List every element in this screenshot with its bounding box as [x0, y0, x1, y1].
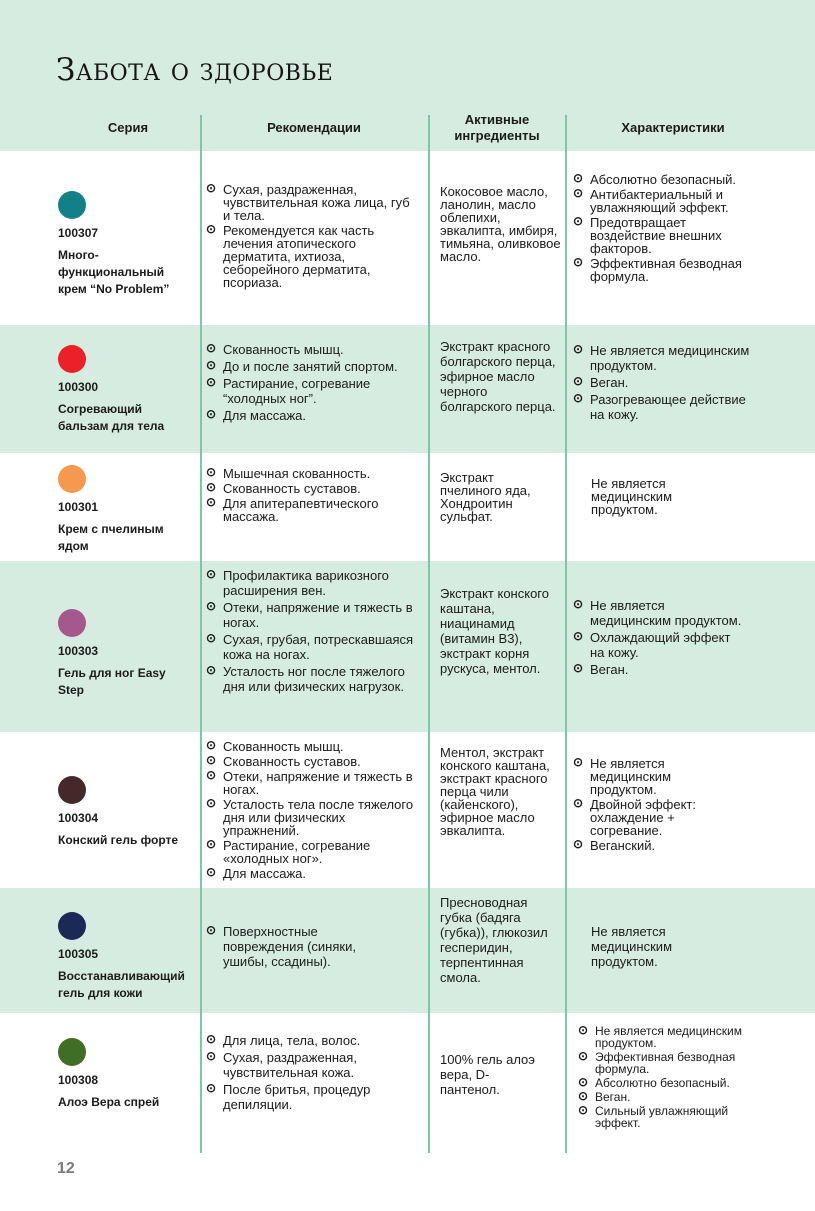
page-title: Забота о здоровье	[56, 52, 334, 88]
characteristic-item: ⊙ Абсолютно безопасный.	[573, 173, 753, 186]
color-dot	[58, 912, 86, 940]
column-header-recommendations: Рекомендации	[267, 120, 361, 136]
characteristics-cell	[573, 757, 723, 854]
characteristic-item: ⊙ Эффективная безводная формула.	[578, 1051, 768, 1075]
series-cell	[58, 609, 190, 699]
series-cell	[58, 912, 198, 1002]
product-name: Согревающий бальзам для тела	[58, 402, 165, 433]
characteristic-item: ⊙ Эффективная безводная формула.	[573, 257, 753, 283]
characteristic-item: ⊙ Разогревающее действие на кожу.	[573, 392, 753, 422]
product-name: Гель для ног Easy Step	[58, 666, 166, 697]
color-dot	[58, 609, 86, 637]
recommendations-cell	[206, 568, 418, 696]
recommendations-cell	[206, 183, 418, 291]
recommendation-item: ⊙ Скованность суставов.	[206, 482, 418, 495]
characteristic-item: ⊙ Предотвращает воздействие внешних факторов.	[573, 216, 753, 255]
product-row	[0, 1013, 815, 1153]
product-code: 100305	[58, 947, 99, 961]
recommendation-item: ⊙ После бритья, процедур депиляции.	[206, 1082, 404, 1112]
recommendations-cell	[206, 1033, 404, 1114]
characteristic-item: ⊙ Веган.	[578, 1091, 768, 1103]
recommendation-item: ⊙ Для лица, тела, волос.	[206, 1033, 404, 1048]
color-dot	[58, 776, 86, 804]
characteristic-item: ⊙ Антибактериальный и увлажняющий эффект.	[573, 188, 753, 214]
product-name: Восстанавливающий гель для кожи	[58, 969, 185, 1000]
ingredients-cell: Ментол, экстракт конского каштана, экстракт красного перца чили (кайенского), эфирное масло эвкалипта.	[440, 745, 550, 838]
characteristics-cell: Не является медицинским продуктом.	[591, 924, 673, 969]
recommendation-item: ⊙ Для массажа.	[206, 867, 418, 880]
ingredients-cell: Экстракт красного болгарского перца, эфирное масло черного болгарского перца.	[440, 339, 556, 414]
characteristic-item: ⊙ Не является медицинским продуктом.	[573, 757, 723, 796]
series-cell	[58, 345, 190, 435]
product-row	[0, 453, 815, 561]
product-row	[0, 325, 815, 453]
characteristics-cell	[573, 173, 753, 285]
product-code: 100303	[58, 644, 99, 658]
color-dot	[58, 1038, 86, 1066]
column-divider	[428, 115, 430, 1153]
recommendation-item: ⊙ Скованность мышц.	[206, 740, 418, 753]
product-name: Алоэ Вера спрей	[58, 1095, 160, 1109]
recommendation-item: ⊙ До и после занятий спортом.	[206, 359, 418, 374]
characteristic-item: ⊙ Сильный увлажняющий эффект.	[578, 1105, 768, 1129]
recommendation-item: ⊙ Сухая, грубая, потрескавшаяся кожа на ногах.	[206, 632, 418, 662]
characteristic-item: ⊙ Веган.	[573, 375, 753, 390]
characteristic-item: ⊙ Не является медицинским продуктом.	[573, 598, 743, 628]
recommendation-item: ⊙ Скованность суставов.	[206, 755, 418, 768]
recommendations-cell	[206, 740, 418, 882]
ingredients-cell: Экстракт конского каштана, ниацинамид (витамин B3), экстракт корня рускуса, ментол.	[440, 586, 549, 676]
characteristic-item: ⊙ Двойной эффект: охлаждение + согревание.	[573, 798, 723, 837]
characteristics-cell	[578, 1025, 768, 1131]
recommendations-cell	[206, 924, 386, 971]
product-row	[0, 151, 815, 325]
product-name: Конский гель форте	[58, 833, 179, 847]
recommendation-item: ⊙ Растирание, согревание “холодных ног”.	[206, 376, 418, 406]
series-cell	[58, 191, 190, 298]
characteristics-cell	[573, 343, 753, 424]
characteristic-item: ⊙ Веганский.	[573, 839, 723, 852]
product-code: 100308	[58, 1073, 99, 1087]
product-row	[0, 888, 815, 1013]
ingredients-cell: 100% гель алоэ вера, D-пантенол.	[440, 1052, 535, 1097]
recommendation-item: ⊙ Мышечная скованность.	[206, 467, 418, 480]
recommendation-item: ⊙ Рекомендуется как часть лечения атопического дерматита, ихтиоза, себорейного дерматита, псориаза.	[206, 224, 418, 289]
color-dot	[58, 345, 86, 373]
column-header-series: Серия	[107, 120, 149, 136]
characteristics-cell	[573, 598, 743, 679]
recommendation-item: ⊙ Сухая, раздраженная, чувствительная кожа.	[206, 1050, 404, 1080]
column-header-characteristics: Характеристики	[621, 120, 725, 136]
recommendation-item: ⊙ Скованность мышц.	[206, 342, 418, 357]
characteristic-item: ⊙ Не является медицинским продуктом.	[578, 1025, 768, 1049]
product-code: 100301	[58, 500, 99, 514]
color-dot	[58, 465, 86, 493]
characteristic-item: ⊙ Веган.	[573, 662, 743, 677]
color-dot	[58, 191, 86, 219]
recommendation-item: ⊙ Усталость ног после тяжелого дня или физических нагрузок.	[206, 664, 418, 694]
recommendation-item: ⊙ Для массажа.	[206, 408, 418, 423]
series-cell	[58, 1038, 198, 1111]
characteristic-item: ⊙ Абсолютно безопасный.	[578, 1077, 768, 1089]
column-divider	[565, 115, 567, 1153]
recommendation-item: ⊙ Усталость тела после тяжелого дня или физических упражнений.	[206, 798, 418, 837]
product-row	[0, 561, 815, 732]
recommendations-cell	[206, 467, 418, 525]
characteristics-cell: Не является медицинским продуктом.	[591, 476, 673, 517]
product-row	[0, 732, 815, 888]
page-number: 12	[57, 1160, 75, 1177]
characteristic-item: ⊙ Охлаждающий эффект на кожу.	[573, 630, 743, 660]
recommendation-item: ⊙ Отеки, напряжение и тяжесть в ногах.	[206, 600, 418, 630]
product-code: 100307	[58, 226, 99, 240]
recommendation-item: ⊙ Для апитерапевтического массажа.	[206, 497, 418, 523]
column-divider	[200, 115, 202, 1153]
series-cell	[58, 776, 198, 849]
ingredients-cell: Экстракт пчелиного яда, Хондроитин сульфат.	[440, 470, 531, 524]
characteristic-item: ⊙ Не является медицинским продуктом.	[573, 343, 753, 373]
product-name: Крем с пчелиным ядом	[58, 522, 164, 553]
ingredients-cell: Пресноводная губка (бадяга (губка)), глюкозил гесперидин, терпентинная смола.	[440, 895, 548, 985]
recommendation-item: ⊙ Поверхностные повреждения (синяки, ушибы, ссадины).	[206, 924, 386, 969]
product-code: 100304	[58, 811, 99, 825]
series-cell	[58, 465, 190, 555]
recommendation-item: ⊙ Растирание, согревание «холодных ног».	[206, 839, 418, 865]
recommendation-item: ⊙ Отеки, напряжение и тяжесть в ногах.	[206, 770, 418, 796]
product-name: Много-функциональный крем “No Problem”	[58, 248, 170, 296]
recommendation-item: ⊙ Сухая, раздраженная, чувствительная кожа лица, губ и тела.	[206, 183, 418, 222]
recommendations-cell	[206, 342, 418, 425]
product-code: 100300	[58, 380, 99, 394]
recommendation-item: ⊙ Профилактика варикозного расширения вен.	[206, 568, 418, 598]
ingredients-cell: Кокосовое масло, ланолин, масло облепихи, эвкалипта, имбиря, тимьяна, оливковое масло.	[440, 184, 561, 264]
column-header-ingredients: Активные ингредиенты	[454, 112, 540, 143]
